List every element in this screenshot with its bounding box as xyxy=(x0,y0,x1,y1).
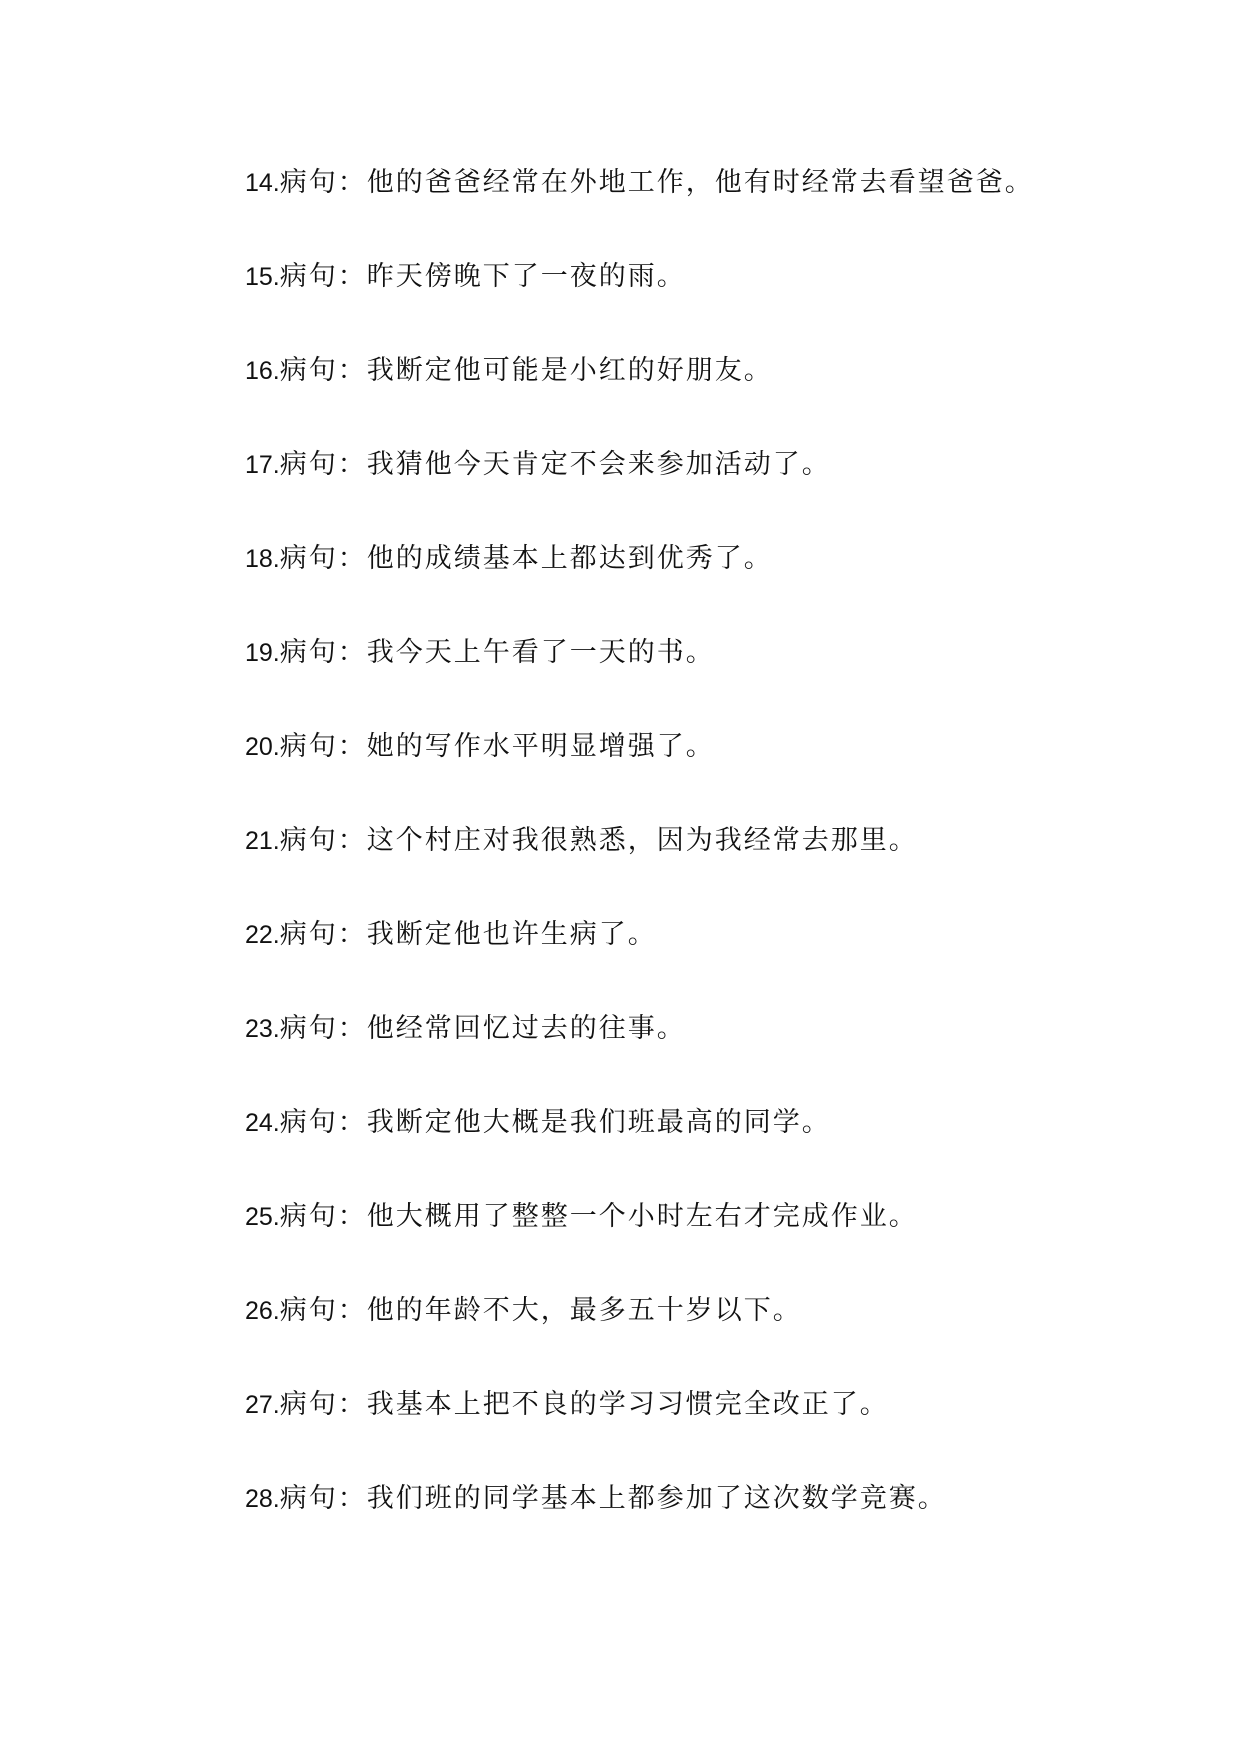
item-number: 23. xyxy=(245,1015,280,1043)
item-sentence: 我断定他大概是我们班最高的同学。 xyxy=(366,1107,831,1138)
item-label: 病句： xyxy=(279,919,367,950)
item-label: 病句： xyxy=(279,261,367,292)
item-number: 22. xyxy=(245,921,280,949)
sentence-item-20 xyxy=(245,727,715,767)
item-sentence: 我断定他也许生病了。 xyxy=(366,919,657,950)
item-number: 19. xyxy=(245,639,280,667)
item-sentence: 我断定他可能是小红的好朋友。 xyxy=(366,355,773,386)
item-number: 26. xyxy=(245,1297,280,1325)
sentence-item-24 xyxy=(245,1103,831,1143)
item-label: 病句： xyxy=(279,1483,367,1514)
item-sentence: 她的写作水平明显增强了。 xyxy=(366,731,715,762)
item-number: 24. xyxy=(245,1109,280,1137)
item-sentence: 他经常回忆过去的往事。 xyxy=(366,1013,686,1044)
item-number: 27. xyxy=(245,1391,280,1419)
sentence-item-18 xyxy=(245,539,773,579)
sentence-item-16 xyxy=(245,351,773,391)
sentence-item-17 xyxy=(245,445,831,485)
item-label: 病句： xyxy=(279,543,367,574)
item-label: 病句： xyxy=(279,637,367,668)
sentence-item-28 xyxy=(245,1479,947,1519)
item-number: 25. xyxy=(245,1203,280,1231)
item-sentence: 我今天上午看了一天的书。 xyxy=(366,637,715,668)
item-label: 病句： xyxy=(279,167,367,198)
item-number: 15. xyxy=(245,263,280,291)
sentence-item-22 xyxy=(245,915,657,955)
item-number: 28. xyxy=(245,1485,280,1513)
item-label: 病句： xyxy=(279,1201,367,1232)
item-number: 16. xyxy=(245,357,280,385)
item-sentence: 昨天傍晚下了一夜的雨。 xyxy=(366,261,686,292)
sentence-item-15 xyxy=(245,257,686,297)
item-sentence: 我们班的同学基本上都参加了这次数学竞赛。 xyxy=(366,1483,947,1514)
item-number: 17. xyxy=(245,451,280,479)
item-label: 病句： xyxy=(279,449,367,480)
sentence-item-25 xyxy=(245,1197,918,1237)
item-label: 病句： xyxy=(279,1107,367,1138)
sentence-item-14 xyxy=(245,163,1034,203)
sentence-item-27 xyxy=(245,1385,889,1425)
item-number: 21. xyxy=(245,827,280,855)
sentence-item-19 xyxy=(245,633,715,673)
item-number: 20. xyxy=(245,733,280,761)
item-label: 病句： xyxy=(279,731,367,762)
item-sentence: 我基本上把不良的学习习惯完全改正了。 xyxy=(366,1389,889,1420)
item-sentence: 他的成绩基本上都达到优秀了。 xyxy=(366,543,773,574)
sentence-item-23 xyxy=(245,1009,686,1049)
item-label: 病句： xyxy=(279,1389,367,1420)
item-sentence: 他的爸爸经常在外地工作，他有时经常去看望爸爸。 xyxy=(366,167,1034,198)
item-sentence: 这个村庄对我很熟悉，因为我经常去那里。 xyxy=(366,825,918,856)
item-sentence: 我猜他今天肯定不会来参加活动了。 xyxy=(366,449,831,480)
item-number: 18. xyxy=(245,545,280,573)
item-label: 病句： xyxy=(279,1295,367,1326)
sentence-item-21 xyxy=(245,821,918,861)
item-sentence: 他大概用了整整一个小时左右才完成作业。 xyxy=(366,1201,918,1232)
item-label: 病句： xyxy=(279,355,367,386)
sentence-item-26 xyxy=(245,1291,802,1331)
item-label: 病句： xyxy=(279,1013,367,1044)
item-sentence: 他的年龄不大，最多五十岁以下。 xyxy=(366,1295,802,1326)
item-number: 14. xyxy=(245,169,280,197)
item-label: 病句： xyxy=(279,825,367,856)
